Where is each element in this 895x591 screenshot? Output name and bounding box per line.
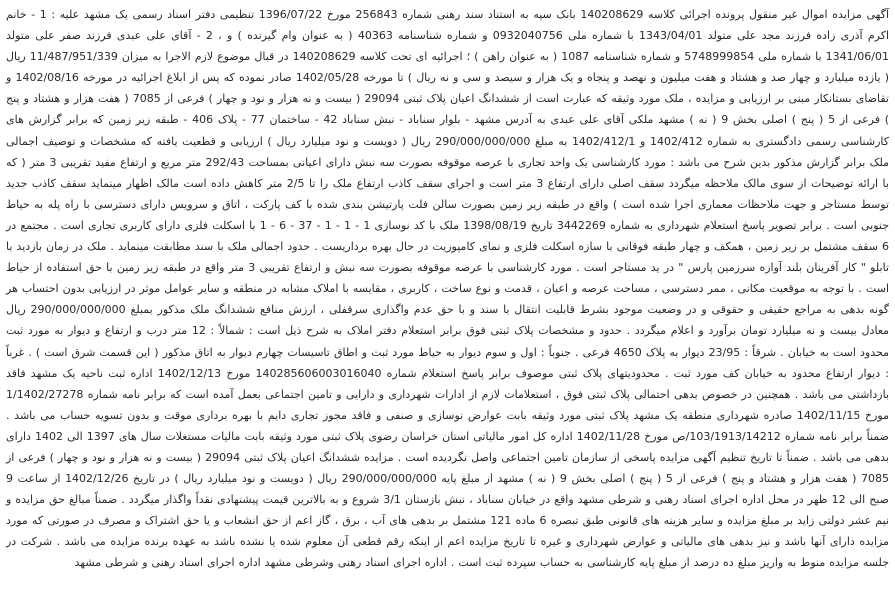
notice-body-text: آگهی مزایده اموال غیر منقول پرونده اجرائی کلاسه 140208629 بانک سپه به استناد سند رهنی شماره 256843 مورخ 1396/07/22 تنظیمی دفتر اسناد رسمی یک مشهد علیه : 1 - خانم اکرم آذری زاده فرزند مجد علی متولد 1343/04/01 با شماره ملی 0932040756 و شماره شناسنامه 40363 ( به عنوان وام گیرنده ) و ، 2 - آقای علی عبدی فرزند صفر علی متولد 1341/06/01 با شماره ملی 5748999854 و شماره شناسنامه 1087 ( به عنوان راهن ) ؛ اجرائیه ای تحت کلاسه 140208629 در قبال موضوع لازم الاجرا به میزان 11/487/951/339 ریال ( یازده میلیارد و چهار صد و هشتاد و هفت میلیون و نهصد و پنجاه و یک هزار و سیصد و سی و نه ریال ) تا مورخه 1402/05/28 صادر نموده که پس از ابلاغ اجرائیه در مورخه 1402/08/16 و تقاضای بستانکار مبنی بر ارزیابی و مزایده ، ملک مورد وثیقه که عبارت است از ششدانگ اعیان پلاک ثبتی 29094 ( بیست و نه هزار و نود و چهار ) فرعی از 7085 ( هفت هزار و هشتاد و پنج ) فرعی از 5 ( پنج ) اصلی بخش 9 ( نه ) مشهد ملکی آقای علی عبدی به آدرس مشهد - بلوار سناباد - نبش سناباد 42 - ساختمان 77 - پلاک 406 - طبقه زیر زمین که برابر گزارش های کارشناسی رسمی دادگستری به شماره 1402/412 و 1402/412/1 به مبلغ 290/000/000/000 ریال ( دویست و نود میلیارد ریال ) ارزیابی و قطعیت یافته که مشخصات و توصیف اجمالی ملک برابر گزارش مذکور بدین شرح می باشد : مورد کارشناسی یک واحد تجاری با عرصه موقوفه بصورت سه نبش دارای اعیانی بمساحت 292/43 متر مربع و ارتفاع مفید تقریبی 3 متر ( که با ارائه توضیحات از سوی مالک ملاحظه میگردد سقف اصلی دارای ارتفاع 3 متر است و اجرای سقف کاذب ارتفاع ملک را تا 2/5 متر کاهش داده است مالک اظهار مینماید سقف کاذب جدید توسط مستاجر و جهت ملاحظات معماری اجرا شده است ) واقع در طبقه زیر زمین بصورت سالن فلت پارتیشن بندی شده با کف پارکت ، اتاق و سرویس دارای دسترسی با راه پله به حیاط جنوبی است . برابر تصویر پاسخ استعلام شهرداری به شماره 3442269 تاریخ 1398/08/19 ملک با کد نوسازی 1 - 1 - 1 - 37 - 6 - 1 با اسکلت فلزی دارای کاربری تجاری است . مجتمع در 6 سقف مشتمل بر زیر زمین ، همکف و چهار طبقه فوقانی با سازه اسکلت فلزی و نمای کامپوزیت در حال بهره برداریست . حدود اجمالی ملک با سند مطابقت مینماید . ملک در زمان بازدید با تابلو " کار آفرینان بلند آوازه سرزمین پارس " در ید مستاجر است . مورد کارشناسی با عرصه موقوفه بصورت سه نبش و ارتفاع تقریبی 3 متر واقع در طبقه زیر زمین با حق استفاده از حیاط است . با توجه به موقعیت مکانی ، ممر دسترسی ، مساحت عرصه و اعیان ، قدمت و نوع ساخت ، کاربری ، مقایسه با املاک مشابه در منطقه و سایر عوامل موثر در ارزیابی بدون احتساب هر گونه بدهی به مراجع حقیقی و حقوقی و در وضعیت موجود بشرط قابلیت انتقال با سند و با حق عدم واگذاری سرقفلی ، ارزش منافع ششدانگ ملک مذکور بمبلغ 290/000/000/000 ریال معادل بیست و نه میلیارد تومان برآورد و اعلام میگردد . حدود و مشخصات پلاک ثبتی فوق برابر استعلام دفتر املاک به شرح ذیل است : شمالاً : 12 متر درب و ارتفاع و دیوار به مورد ثبت محدود است به خیابان . شرقاً : 23/95 دیوار به پلاک 4650 فرعی . جنوباً : اول و سوم دیوار به حیاط مورد ثبت و اطاق تاسیسات چهارم دیوار به اتاق مذکور ( این قسمت شرق است ) . غرباً : دیوار ارتفاع محدود به خیابان کف مورد ثبت . محدودیتهای پلاک ثبتی موصوف برابر پاسخ استعلام شماره 140285606003016040 مورخ 1402/12/13 اداره ثبت ناحیه یک مشهد فاقد بازداشتی می باشد . همچنین در خصوص بدهی احتمالی پلاک ثبتی فوق ، استعلامات لازم از ادارات شهرداری و دارایی و تامین اجتماعی بعمل آمده است که برابر نامه شماره 1/1402/27278 مورخ 1402/11/15 صادره شهرداری منطقه یک مشهد پلاک ثبتی مورد وثیقه بابت عوارض نوسازی و صنفی و فاقد مجوز تجاری دایم با بهره برداری موقت و بدون تسویه حساب می باشد . ضمناً برابر نامه شماره 103/1913/14212/ص مورخ 1402/11/28 اداره کل امور مالیاتی استان خراسان رضوی پلاک ثبتی مورد وثیقه بابت مالیات مستغلات سال های 1397 الی 1402 دارای بدهی می باشد . ضمناً تا تاریخ تنظیم آگهی مزایده پاسخی از سازمان تامین اجتماعی واصل نگردیده است . مزایده ششدانگ اعیان پلاک ثبتی 29094 ( بیست و نه هزار و نود و چهار ) فرعی از 7085 ( هفت هزار و هشتاد و پنج ) فرعی از 5 ( پنج ) اصلی بخش 9 ( نه ) مشهد از مبلغ پایه 290/000/000/000 ریال ( دویست و نود میلیارد ریال ) در تاریخ 1402/12/26 از ساعت 9 صبح الی 12 ظهر در محل اداره اجرای اسناد رهنی و شرطی مشهد واقع در خیابان سناباد ، نبش بازستان 3/1 شروع و به بالاترین قیمت پیشنهادی نقداً واگذار میگردد . ضمناً مبالغ حق مزایده و نیم عشر دولتی زاید بر مبلغ مزایده و سایر هزینه های قانونی طبق تبصره 6 ماده 121 مشتمل بر بدهی های آب ، برق ، گاز اعم از حق انشعاب و یا حق اشتراک و مصرف در صورتی که مورد مزایده دارای آنها باشد و نیز بدهی های مالیاتی و عوارض شهرداری و غیره تا تاریخ مزایده اعم از اینکه رقم قطعی آن معلوم شده یا نشده باشد به عهده برنده مزایده می باشد . شرکت در جلسه مزایده منوط به واریز مبلغ ده درصد از مبلغ پایه کارشناسی به حساب سپرده ثبت است . اداره اجرای اسناد رهنی وشرطی مشهد اداره اجرای اسناد رهنی و شرطی مشهد [6, 8, 890, 570]
